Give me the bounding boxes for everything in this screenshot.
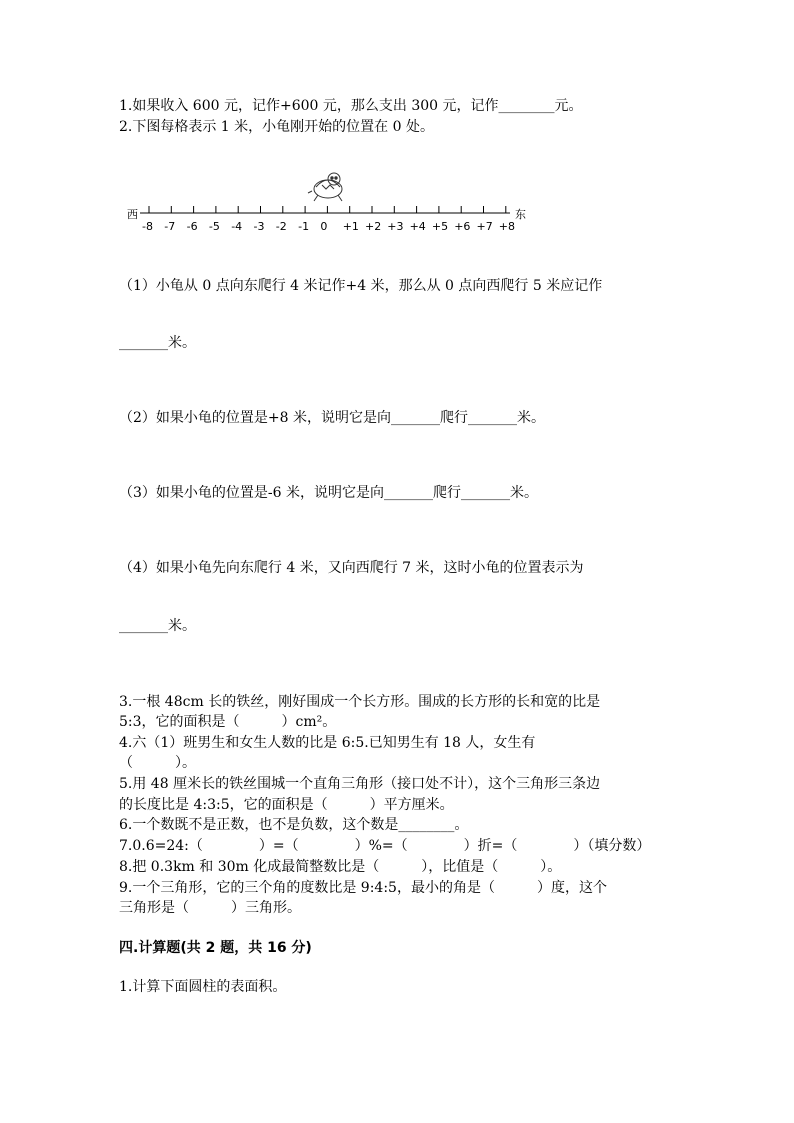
question-8: 8.把 0.3km 和 30m 化成最简整数比是（ ），比值是（ ）。 [119,859,562,875]
question-4-line-2: （ ）。 [119,755,196,771]
question-3-line-2: 5:3，它的面积是（ ）cm²。 [119,714,337,730]
tick-label: 0 [320,220,328,233]
sub-question-4: （4）如果小龟先向东爬行 4 米，又向西爬行 7 米，这时小龟的位置表示为 [119,560,584,576]
tick-label: -2 [275,220,287,233]
question-4-line-1: 4.六（1）班男生和女生人数的比是 6:5.已知男生有 18 人，女生有 [119,735,536,751]
question-9-line-1: 9.一个三角形，它的三个角的度数比是 9:4:5，最小的角是（ ）度，这个 [119,880,607,896]
question-5-line-2: 的长度比是 4:3:5，它的面积是（ ）平方厘米。 [119,797,454,813]
number-line [110,165,530,244]
tick-label: +7 [476,220,493,233]
sub-question-4-answer: _______米。 [119,618,196,634]
question-6: 6.一个数既不是正数，也不是负数，这个数是________。 [119,817,469,833]
question-1: 1.如果收入 600 元，记作+600 元，那么支出 300 元，记作________元。 [119,98,583,114]
tick-label: -5 [208,220,220,233]
turtle-icon [308,173,342,201]
tick-label: -8 [142,220,153,233]
tick-label: +3 [387,220,404,233]
tick-label: +4 [409,220,426,233]
west-label: 西 [127,208,138,221]
tick-label: +2 [365,220,382,233]
tick-label: -4 [231,220,243,233]
section-4-heading: 四.计算题(共 2 题，共 16 分) [119,940,312,956]
east-label: 东 [515,208,526,221]
sub-question-1-answer: _______米。 [119,335,196,351]
tick-label: +5 [431,220,449,233]
tick-label: +8 [498,220,516,233]
question-9-line-2: 三角形是（ ）三角形。 [119,900,301,916]
calc-question-1: 1.计算下面圆柱的表面积。 [119,979,287,995]
question-3-line-1: 3.一根 48cm 长的铁丝，刚好围成一个长方形。围成的长方形的长和宽的比是 [119,694,601,710]
tick-label: -7 [164,220,176,233]
tick-label: -3 [253,220,265,233]
question-2: 2.下图每格表示 1 米，小龟刚开始的位置在 0 处。 [119,119,434,135]
tick-label: -1 [298,220,310,233]
sub-question-1: （1）小龟从 0 点向东爬行 4 米记作+4 米，那么从 0 点向西爬行 5 米应记作 [119,278,603,294]
tick-label: -6 [186,220,198,233]
question-7: 7.0.6=24:（ ）=（ ）%=（ ）折=（ ）（填分数） [119,838,651,854]
question-5-line-1: 5.用 48 厘米长的铁丝围城一个直角三角形（接口处不计），这个三角形三条边 [119,776,601,792]
tick-label: +1 [342,220,359,233]
sub-question-3: （3）如果小龟的位置是-6 米，说明它是向_______爬行_______米。 [119,485,538,501]
sub-question-2: （2）如果小龟的位置是+8 米，说明它是向_______爬行_______米。 [119,410,545,426]
tick-label: +6 [454,220,471,233]
